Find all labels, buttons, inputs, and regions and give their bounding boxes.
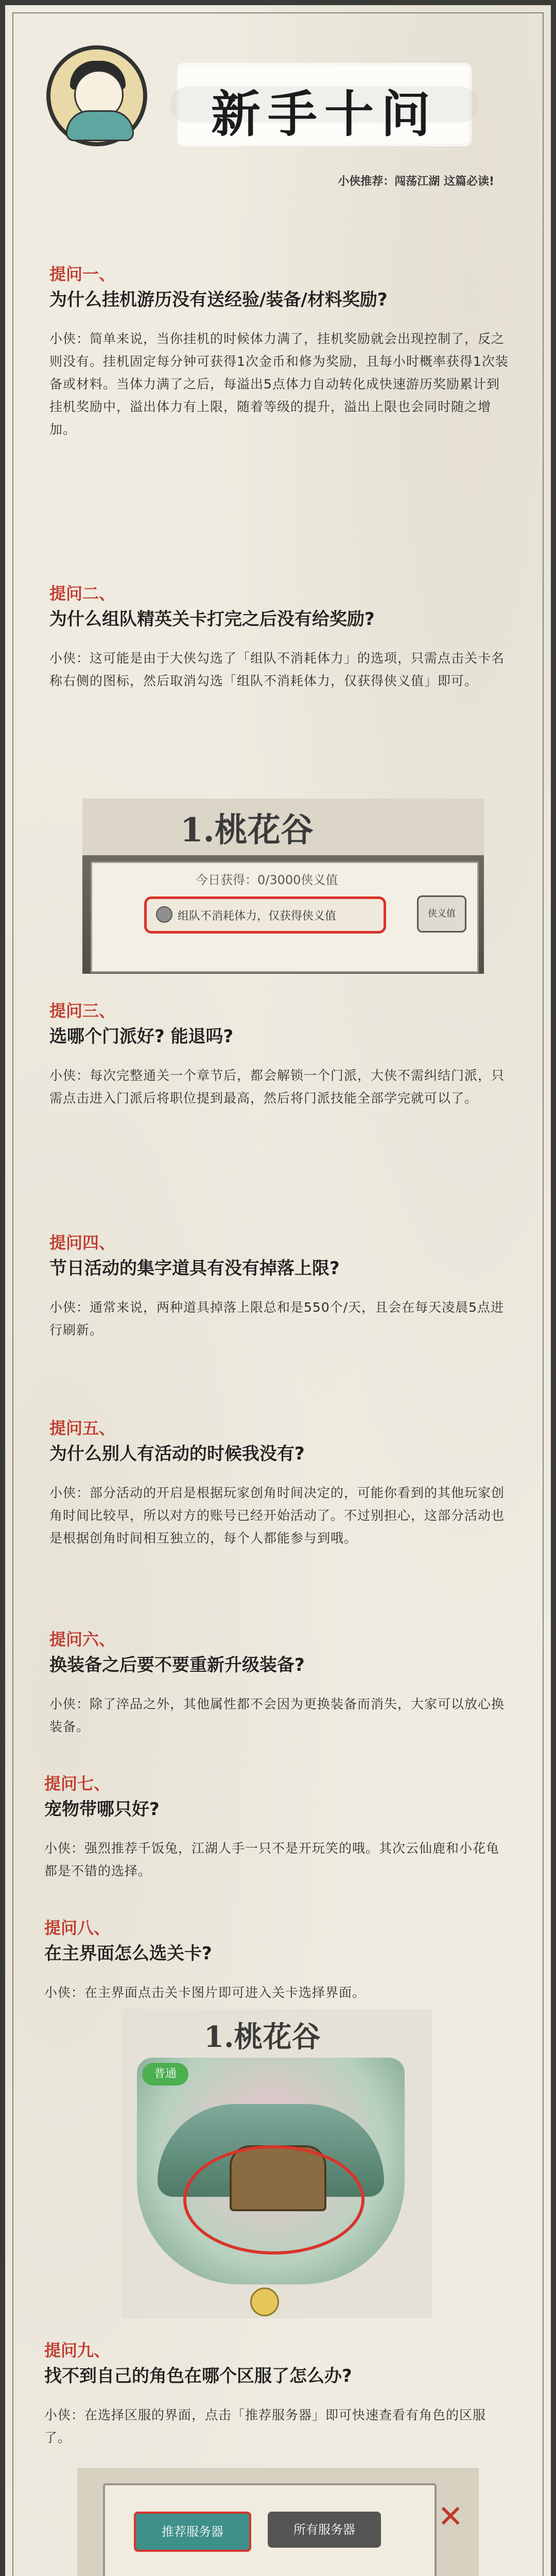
question-number: 提问一、: [49, 264, 116, 284]
difficulty-badge: 普通: [142, 2063, 188, 2086]
stage-select-screenshot[interactable]: [121, 2009, 432, 2318]
question-number: 提问六、: [49, 1630, 116, 1649]
answer-text: 小侠：每次完整通关一个章节后，都会解锁一个门派，大侠不需纠结门派，只需点击进入门派后将职位提到最高，然后将门派技能全部学完就可以了。: [49, 1068, 505, 1106]
answer-text: 小侠：通常来说，两种道具掉落上限总和是550个/天，且会在每天凌晨5点进行刷新。: [49, 1300, 505, 1337]
stage-scene[interactable]: [137, 2058, 405, 2284]
server-select-screenshot: [77, 2468, 479, 2576]
question-number: 提问九、: [44, 2341, 111, 2360]
stage-name: 1.桃花谷: [180, 811, 314, 850]
chivalry-stamp: 侠义值: [417, 895, 466, 933]
question-text: 为什么别人有活动的时候我没有?: [49, 1444, 305, 1464]
page-subtitle: 小侠推荐：闯荡江湖 这篇必读!: [338, 175, 494, 188]
question-number: 提问八、: [44, 1918, 111, 1938]
tab-all-server[interactable]: 所有服务器: [268, 2512, 381, 2548]
checkbox-label: 组队不消耗体力，仅获得侠义值: [178, 910, 337, 923]
question-text: 选哪个门派好? 能退吗?: [49, 1026, 234, 1047]
question-text: 找不到自己的角色在哪个区服了怎么办?: [44, 2366, 352, 2386]
question-number: 提问五、: [49, 1418, 116, 1438]
coin-icon: [250, 2287, 279, 2316]
answer-text: 小侠：在选择区服的界面，点击「推荐服务器」即可快速查看有角色的区服了。: [44, 2408, 486, 2445]
question-9: [44, 2339, 508, 2449]
answer-text: 小侠：强烈推荐千饭兔，江湖人手一只不是开玩笑的哦。其次云仙鹿和小花龟都是不错的选择。: [44, 1841, 500, 1878]
answer-text: 小侠：除了淬品之外，其他属性都不会因为更换装备而消失，大家可以放心换装备。: [49, 1697, 505, 1734]
question-text: 宠物带哪只好?: [44, 1799, 160, 1820]
question-number: 提问二、: [49, 584, 116, 603]
question-text: 为什么挂机游历没有送经验/装备/材料奖励?: [49, 290, 388, 310]
question-text: 换装备之后要不要重新升级装备?: [49, 1655, 305, 1675]
stage-name: 1.桃花谷: [204, 2020, 321, 2054]
answer-text: 小侠：这可能是由于大侠勾选了「组队不消耗体力」的选项，只需点击关卡名称右侧的图标，然后取消勾选「组队不消耗体力，仅获得侠义值」即可。: [49, 651, 505, 688]
question-text: 为什么组队精英关卡打完之后没有给奖励?: [49, 609, 375, 630]
answer-text: 小侠：在主界面点击关卡图片即可进入关卡选择界面。: [44, 1985, 366, 2000]
question-text: 在主界面怎么选关卡?: [44, 1943, 212, 1964]
page-title: 新手十问: [211, 85, 438, 143]
answer-text: 小侠：部分活动的开启是根据玩家创角时间决定的，可能你看到的其他玩家创角时间比较早，所以对方的账号已经开始活动了。不过别担心，这部分活动也是根据创角时间相互独立的，每个人都能参与到哦。: [49, 1485, 505, 1546]
question-text: 节日活动的集字道具有没有掉落上限?: [49, 1258, 340, 1279]
tab-recommend-server[interactable]: 推荐服务器: [134, 2512, 251, 2552]
today-reward: 今日获得：0/3000侠义值: [196, 873, 338, 887]
highlight-ring: [183, 2145, 364, 2255]
question-number: 提问七、: [44, 1774, 111, 1793]
answer-text: 小侠：简单来说，当你挂机的时候体力满了，挂机奖励就会出现控制了，反之则没有。挂机固定每分钟可获得1次金币和修为奖励，且每小时概率获得1次装备或材料。当体力满了之后，每溢出5点体力自动转化成快速游历奖励累计到挂机奖励中，溢出体力有上限，随着等级的提升，溢出上限也会同时随之增加。: [49, 331, 509, 437]
close-icon[interactable]: ✕: [438, 2499, 464, 2535]
question-number: 提问四、: [49, 1233, 116, 1252]
question-number: 提问三、: [49, 1001, 116, 1021]
